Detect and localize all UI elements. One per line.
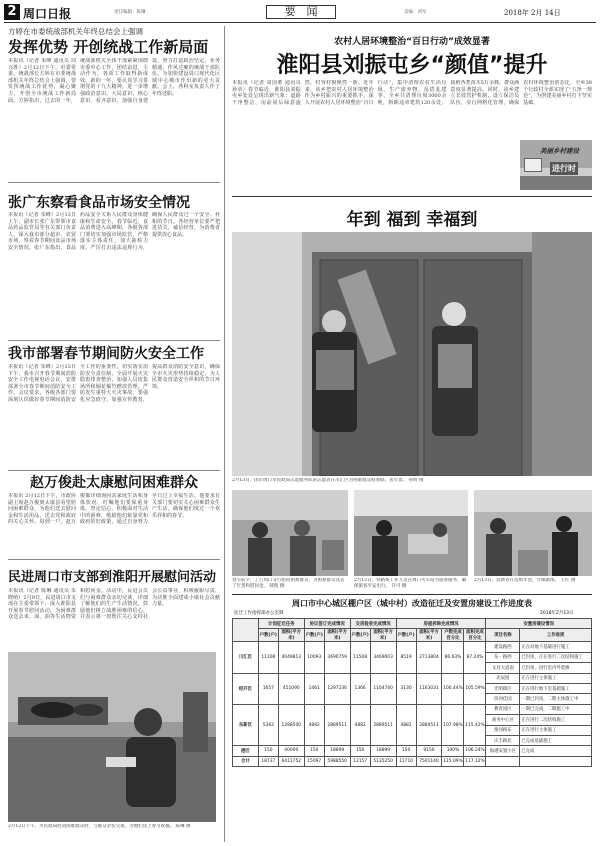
table-value-cell: 2889511 — [324, 704, 350, 746]
section-title: 要 闻 — [266, 5, 336, 19]
table-column-header: 面积(平方米) — [370, 629, 396, 642]
table-value-cell: 3130 — [396, 673, 416, 704]
table-column-header: 面积(平方米) — [278, 629, 304, 642]
photo-caption: 2月13日，团市周口市民政局志愿服务队的志愿者在川汇区为困难群众贴春联、送年货。 孙明 摄 — [232, 478, 424, 483]
photo-strip-3 — [474, 490, 592, 576]
table-project-name: 滨河佳园 — [486, 694, 520, 704]
designer-info: 美编：刘军 — [404, 10, 427, 15]
table-subheader-row — [233, 629, 592, 642]
banner-text: 美丽乡村建设 — [540, 147, 579, 155]
photo-feature-title: 年到 福到 幸福到 — [346, 210, 478, 230]
table-column-header: 项目名称 — [486, 629, 520, 642]
table-value-cell: 4882 — [350, 704, 370, 746]
progress-table-body — [233, 619, 592, 767]
photo-strip-caption-2: 2月12日，铁路系工作人员在周口火车站为旅客服务，确保旅客平安出行。 许可 摄 — [354, 578, 467, 589]
table-corner-cell — [233, 619, 259, 642]
table-project-name: 教育园区 — [486, 704, 520, 714]
table-project-name: 东一路西 — [486, 652, 520, 662]
article-title: 发挥优势 开创统战工作新局面 — [8, 38, 209, 56]
table-column-header: 户数(户) — [396, 629, 416, 642]
table-project-name: 海港安置小区 — [486, 746, 520, 756]
divider — [232, 594, 592, 595]
table-date: 2018年2月13日 — [540, 611, 574, 616]
table-value-cell: 5988550 — [324, 756, 350, 766]
table-column-header: 面积完成百分比 — [464, 629, 486, 642]
table-value-cell: 117.12% — [464, 756, 486, 766]
table-value-cell: 1297236 — [324, 673, 350, 704]
banner-text-2: 进行时 — [552, 164, 576, 173]
photo-strip-caption-3: 2月13日，消费者在选购年货，年味渐浓。 王红 摄 — [474, 578, 576, 583]
banner-rural-construction — [520, 140, 592, 190]
divider — [8, 340, 220, 341]
article-body: 本报讯（记者 朱峰 通讯员 周兴胜）2月12日下午，市委常委、统战部长方婷在市委统战部机关年终总结会上强调，要发挥统战工作优势，凝心聚力，开创全市统战工作新局面。方婷指出，过去的一年，统战部机关全体干部紧紧围绕市委中心工作，团结奋进，主动作为，各项工作取得新成效。新的一年，要认真学习贯彻党的十九大精神，进一步增强政治意识、大局意识、核心意识、看齐意识，加强自身建设，努力打造政治坚定、业务精通、作风过硬的统战干部队伍，为加快建设周口现代化区域中心城市作出新的更大贡献。会上，各科室负责人作了年终述职。 — [8, 58, 220, 104]
divider — [8, 559, 220, 560]
table-value-cell: 11710 — [396, 756, 416, 766]
table-value-cell: 2713804 — [416, 642, 442, 673]
table-row — [233, 756, 592, 766]
table-district-cell: 川汇区 — [233, 642, 259, 673]
article-kicker: 方婷在市委统战部机关年终总结会上强调 — [8, 27, 143, 36]
table-project-name: 淮河路东 — [486, 725, 520, 735]
photo-strip-1 — [232, 490, 348, 576]
table-value-cell: 11108 — [258, 642, 278, 673]
table-value-cell: 106.24% — [464, 746, 486, 756]
table-value-cell: 1366 — [350, 673, 370, 704]
page-number: 2 — [4, 4, 20, 20]
table-row — [233, 642, 592, 652]
banner-house — [524, 158, 542, 172]
table-value-cell: 115.09% — [442, 756, 464, 766]
table-value-cell: 150 — [396, 746, 416, 756]
table-header-row — [233, 619, 592, 629]
photo-strip-2 — [354, 490, 468, 576]
article-body: 本报讯（记者 朱峰）2月13日上午，副市长张广东带领市食品药品监管局等有关部门负责人，深入我市部分超市、农贸市场，察看春节期间食品市场安全情况。张广东指出，食品药品安全关系人民群众身体健康和生命安全。春节临近，食品消费进入高峰期，各级各部门要切实加强市场监管，严格落实主体责任，加大抽检力度，严厉打击违法违规行为，确保人民群众过一个安全、祥和的节日。各经营单位要严把进货关，诚信经营，为消费者提供放心食品。 — [8, 212, 220, 251]
table-value-cell: 86.63% — [442, 642, 464, 673]
article-title: 我市部署春节期间防火安全工作 — [8, 346, 204, 362]
table-value-cell: 5135250 — [370, 756, 396, 766]
photo-strip-caption-1: 春节前夕，工行周口分行慰问困难群众，为困难群众送去了年货和慰问金。 韩凯 摄 — [232, 578, 345, 589]
table-value-cell: 150 — [258, 746, 278, 756]
table-column-header: 户数(户) — [304, 629, 324, 642]
photo-couplet-volunteers — [232, 232, 592, 476]
photo-cooking-visit-image — [8, 652, 216, 822]
table-column-header: 面积(平方米) — [416, 629, 442, 642]
table-value-cell: 2889511 — [370, 704, 396, 746]
table-group-header: 协议签订完成情况 — [304, 619, 350, 629]
table-value-cell: 2889511 — [416, 704, 442, 746]
photo-caption: 2月12日下午，市民政局慰问困难群众时，与群众亲切交谈，为他们送上春节祝福。 陈琳 摄 — [8, 824, 191, 829]
table-value-cell: 4882 — [396, 704, 416, 746]
table-district-cell: 港区 — [233, 746, 259, 756]
table-project-progress: 已完成 — [520, 746, 592, 756]
table-value-cell: 451090 — [278, 673, 304, 704]
table-value-cell: 4049813 — [278, 642, 304, 673]
paper-name: 周口日报 — [23, 7, 72, 21]
table-value-cell: 150 — [350, 746, 370, 756]
table-value-cell: 100% — [442, 746, 464, 756]
table-value-cell: 8519 — [396, 642, 416, 673]
table-project-progress: 已封顶，正在进行二次结构施工 — [520, 652, 592, 662]
table-value-cell: 87.24% — [464, 642, 486, 673]
divider — [8, 182, 220, 183]
table-value-cell: 40000 — [278, 746, 304, 756]
table-column-header: 户数(户) — [350, 629, 370, 642]
article-title: 淮阳县刘振屯乡“颜值”提升 — [276, 53, 548, 78]
table-project-name: 北辰园 — [486, 673, 520, 683]
table-project-progress: 正在进行地下室基础施工 — [520, 683, 592, 693]
photo-couplet-image — [232, 232, 592, 476]
article-kicker: 农村人居环境整治“百日行动”成效显著 — [334, 37, 490, 47]
table-district-cell: 合计 — [233, 756, 259, 766]
table-value-cell: 1104740 — [370, 673, 396, 704]
table-value-cell: 105.59% — [464, 673, 486, 704]
table-value-cell: 100.44% — [442, 673, 464, 704]
table-project-name — [486, 756, 520, 766]
table-column-header: 户数(户) — [258, 629, 278, 642]
progress-table — [232, 618, 592, 767]
table-row — [233, 746, 592, 756]
article-body: 本报讯 2月12日下午，市政协副主席赵万俊到太康县看望慰问困难群众，为他们送去慰问金和生活用品，送去党和政府的关心关怀。每到一户，赵万俊都详细询问其家庭生活和身体状况，叮嘱他们要保重身体，坚定信心，积极面对生活中的困难，勉励他们依靠党和政府的好政策，通过自身努力早日过上幸福生活。他要求有关部门要切实关心困难群众生产生活，确保他们度过一个欢乐祥和的春节。 — [8, 493, 220, 526]
table-column-header: 面积(平方米) — [324, 629, 350, 642]
article-body: 本报讯（记者 朱峰）2月13日下午，我市召开春节期间消防安全工作电视电话会议，安排部署全市春节期间消防安全工作。会议要求，各级各部门要深刻认识做好春节期间消防安全工作的重要性，切实落实消防安全责任制，全面开展火灾隐患排查整治，加强人员密集场所和烟花爆竹燃放管理，严防发生重特大火灾事故。要强化应急值守，加强宣传教育，提高群众消防安全意识，确保全市火灾形势持续稳定，为人民群众营造安全祥和的节日环境。 — [8, 364, 220, 403]
table-value-cell: 1657 — [258, 673, 278, 704]
table-value-cell: 18899 — [324, 746, 350, 756]
table-value-cell: 18899 — [370, 746, 396, 756]
divider — [8, 470, 220, 471]
table-value-cell: 6411752 — [278, 756, 304, 766]
article-title: 赵万俊赴太康慰问困难群众 — [30, 475, 198, 491]
table-project-progress: 正在进行主体施工 — [520, 725, 592, 735]
table-title: 周口市中心城区棚户区（城中村）改造征迁及安置房建设工作进度表 — [292, 599, 532, 608]
masthead-rule — [4, 22, 596, 23]
table-project-name: 商务中心区 — [486, 715, 520, 725]
photo-strip-1-image — [232, 490, 348, 576]
table-district-cell: 经开区 — [233, 673, 259, 704]
table-project-progress: 一期已封顶，二期主体施工中 — [520, 694, 592, 704]
table-project-name: 庆丰路北 — [486, 735, 520, 745]
photo-cooking-visit — [8, 652, 216, 822]
table-value-cell: 150 — [304, 746, 324, 756]
table-value-cell: 5362 — [258, 704, 278, 746]
banner-ground — [520, 176, 592, 190]
table-project-progress: 正在进行主体施工 — [520, 673, 592, 683]
table-value-cell: 115.42% — [464, 704, 486, 746]
table-value-cell: 15097 — [304, 756, 324, 766]
table-project-name: 建设路西 — [486, 642, 520, 652]
photo-strip-3-image — [474, 490, 592, 576]
table-value-cell: 3690759 — [324, 642, 350, 673]
table-project-progress: 一期已完成，二期施工中 — [520, 704, 592, 714]
article-body: 本报讯（记者 周国胜 通讯员 孙章）春节临近，淮阳县刘振屯乡处处呈现出新气象：道路干净整洁，房前屋后绿意盎然，村容村貌焕然一新。近年来，该乡把农村人居环境整治作为乡村振兴的重要抓手，深入开展农村人居环境整治“百日行动”，集中清理农村生活垃圾、生产废弃物、乱搭乱建等，全乡共清理垃圾3000余吨，拆除违章建筑120余处，栽植各类苗木5万余株，群众满意度显著提高。同时，该乡建立长效管护机制，设立保洁员队伍，实行网格化管理，确保农村环境整治常态化。全乡38个行政村全部实现了“五净一规范”，为创建美丽乡村打下坚实基础。 — [232, 80, 592, 106]
table-column-header: 户数完成百分比 — [442, 629, 464, 642]
divider — [232, 196, 592, 197]
table-column-header: 工作进度 — [520, 629, 592, 642]
table-project-name: 文昌大道南 — [486, 663, 520, 673]
table-group-header: 安置房建设情况 — [486, 619, 592, 629]
table-row — [233, 704, 592, 714]
table-unit: 征迁工作指挥部办公室制 — [234, 611, 284, 616]
table-project-progress: 正在进行二次结构施工 — [520, 715, 592, 725]
photo-strip-2-image — [354, 490, 468, 576]
table-project-progress: 已完成基础施工 — [520, 735, 592, 745]
table-group-header: 房屋拆除完成情况 — [396, 619, 486, 629]
issue-date: 2018年 2月 14日 — [504, 9, 561, 17]
table-value-cell: 1288500 — [278, 704, 304, 746]
table-value-cell: 3469003 — [370, 642, 396, 673]
left-column-divider — [224, 26, 225, 842]
masthead — [4, 4, 596, 20]
article-body: 本报讯（记者 陈琳 通讯员 朱晓萌）2月9日，民进周口市支部在主委带领下，深入淮阳县开展春节慰问活动，为困难群众送去米、面、油等生活物资和慰问金。活动中，民进会员们与困难群众亲切交谈，详细了解他们的生产生活情况，鼓励他们树立战胜困难的信心，并表示将一如既往关心支持社会公益事业，积极履职尽责，为决胜全面建成小康社会贡献力量。 — [8, 588, 220, 621]
table-value-cell: 1461 — [304, 673, 324, 704]
article-title: 张广东察看食品市场安全情况 — [8, 195, 190, 211]
table-row — [233, 673, 592, 683]
table-project-progress: 正在对地下基础进行施工 — [520, 642, 592, 652]
table-value-cell: 18737 — [258, 756, 278, 766]
table-value-cell: 10093 — [304, 642, 324, 673]
table-value-cell: 7501140 — [416, 756, 442, 766]
table-project-progress: 已封顶，进行室内外装修 — [520, 663, 592, 673]
table-value-cell: 4882 — [304, 704, 324, 746]
article-title: 民进周口市支部到淮阳开展慰问活动 — [8, 570, 217, 585]
table-value-cell: 12157 — [350, 756, 370, 766]
table-value-cell: 1163031 — [416, 673, 442, 704]
table-group-header: 计划征迁任务 — [258, 619, 304, 629]
table-project-name: 光明街区 — [486, 683, 520, 693]
table-value-cell: 11508 — [350, 642, 370, 673]
table-project-progress — [520, 756, 592, 766]
table-district-cell: 东新区 — [233, 704, 259, 746]
table-value-cell: 107.98% — [442, 704, 464, 746]
editor-info: 责任编辑：陈琳 — [114, 10, 146, 15]
progress-table-wrap — [232, 618, 592, 840]
table-value-cell: 9150 — [416, 746, 442, 756]
table-group-header: 交房验收完成情况 — [350, 619, 396, 629]
